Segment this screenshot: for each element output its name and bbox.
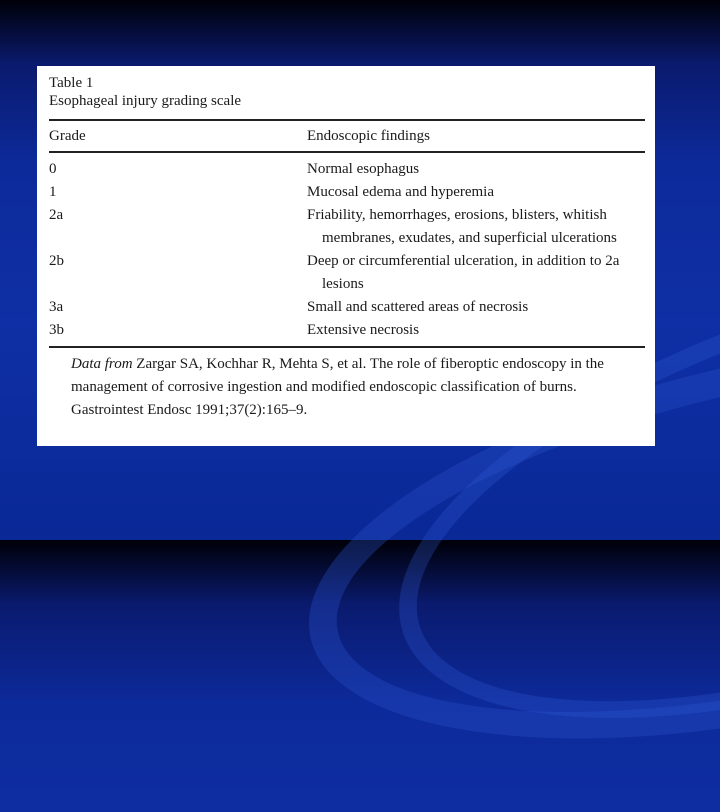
table-row (49, 250, 645, 296)
grade-cell: 0 (49, 161, 57, 177)
table-row (49, 158, 645, 181)
table-row (49, 296, 645, 319)
table-row (49, 204, 645, 250)
finding-cell: Small and scattered areas of necrosis (307, 299, 529, 315)
grade-cell: 3b (49, 322, 64, 338)
grade-cell: 2b (49, 253, 64, 269)
table-body (49, 153, 645, 346)
finding-cell: Deep or circumferential ulceration, in addition to 2a lesions (307, 253, 620, 292)
table-row (49, 319, 645, 342)
table-row (49, 181, 645, 204)
table-title: Esophageal injury grading scale (49, 93, 242, 109)
grade-cell: 3a (49, 299, 64, 315)
finding-cell: Friability, hemorrhages, erosions, blisters, whitish membranes, exudates, and superficial ulcerations (307, 207, 617, 246)
table-header-row (49, 121, 645, 151)
table-source-note (49, 348, 645, 422)
finding-cell: Mucosal edema and hyperemia (307, 184, 495, 200)
table-label: Table 1 (49, 75, 94, 91)
source-citation: Zargar SA, Kochhar R, Mehta S, et al. The role of fiberoptic endoscopy in the management of corrosive ingestion and modified endoscopic classification of burns. Gastrointest Endosc 1991;37(2):165–9. (71, 356, 604, 418)
grade-cell: 1 (49, 184, 57, 200)
header-grade: Grade (49, 127, 86, 144)
finding-cell: Extensive necrosis (307, 322, 420, 338)
table-panel (37, 66, 655, 446)
header-findings: Endoscopic findings (307, 127, 430, 144)
source-prefix: Data from (71, 356, 133, 372)
grade-cell: 2a (49, 207, 64, 223)
finding-cell: Normal esophagus (307, 161, 420, 177)
